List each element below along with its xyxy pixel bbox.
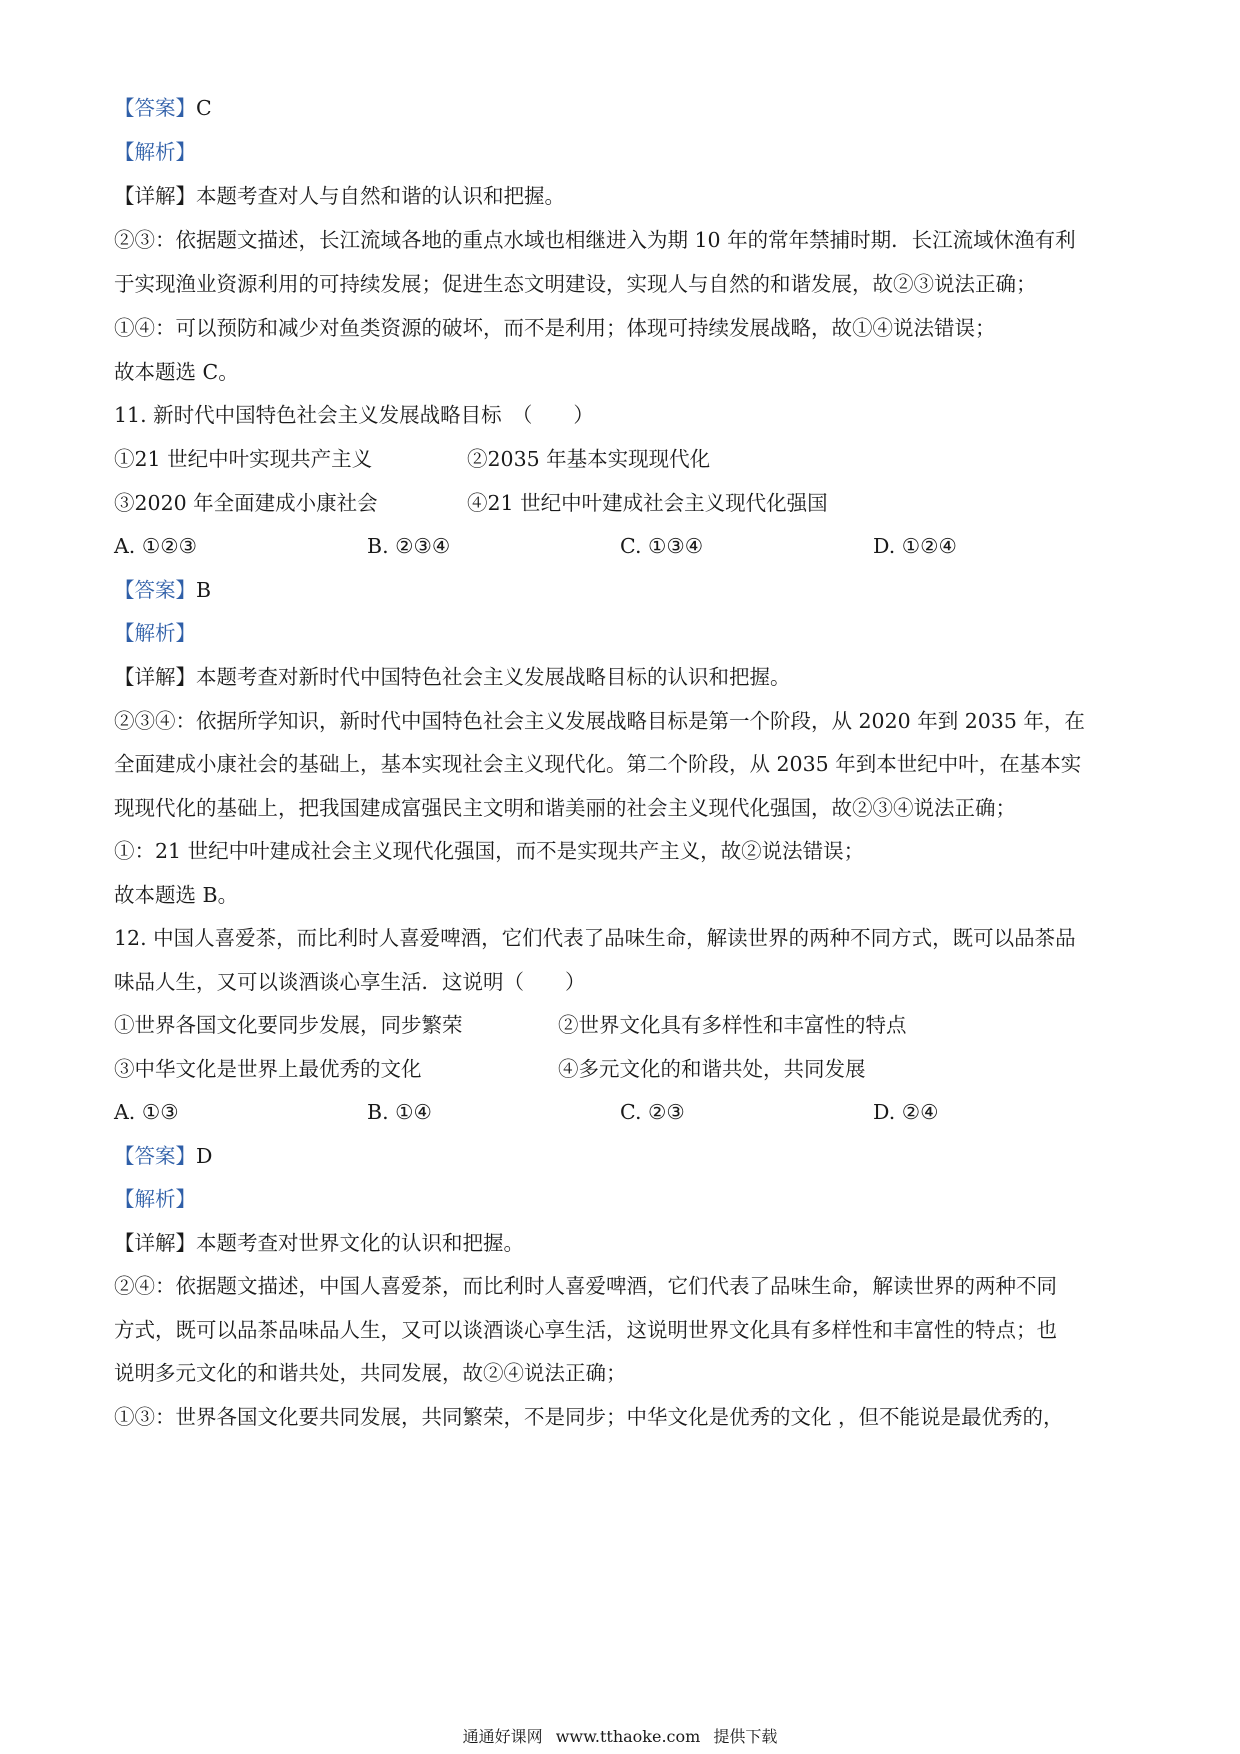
footer-site-name: 通通好课网 bbox=[462, 1727, 543, 1746]
answer-tag: 【答案】 bbox=[114, 96, 196, 120]
choice-c: C. ②③ bbox=[620, 1100, 685, 1124]
explanation-paragraph: ②④：依据题文描述，中国人喜爱茶，而比利时人喜爱啤酒，它们代表了品味生命，解读世界的两种不同 bbox=[114, 1274, 1057, 1298]
explanation-paragraph: 说明多元文化的和谐共处，共同发展，故②④说法正确； bbox=[114, 1361, 627, 1385]
answer-tag: 【答案】 bbox=[114, 578, 196, 602]
explanation-paragraph: ①：21 世纪中叶建成社会主义现代化强国，而不是实现共产主义，故②说法错误； bbox=[114, 839, 865, 863]
detail-text: 本题考查对人与自然和谐的认识和把握。 bbox=[196, 184, 565, 208]
statement-item: ①21 世纪中叶实现共产主义 bbox=[114, 447, 373, 471]
detail-line bbox=[114, 1230, 1134, 1256]
page-footer bbox=[0, 1726, 1240, 1748]
footer-suffix: 提供下载 bbox=[713, 1727, 778, 1746]
detail-line bbox=[114, 183, 1134, 209]
answer-tag: 【答案】 bbox=[114, 1144, 196, 1168]
answer-line bbox=[114, 1143, 1134, 1169]
answer-value: D bbox=[196, 1144, 213, 1168]
statement-item: ③中华文化是世界上最优秀的文化 bbox=[114, 1057, 422, 1081]
conclusion-line: 故本题选 C。 bbox=[114, 360, 239, 384]
choice-d: D. ①②④ bbox=[873, 534, 957, 558]
choice-a: A. ①③ bbox=[114, 1100, 179, 1124]
detail-tag: 【详解】 bbox=[114, 1231, 196, 1255]
explanation-paragraph: 于实现渔业资源利用的可持续发展；促进生态文明建设，实现人与自然的和谐发展，故②③说法正确； bbox=[114, 272, 1037, 296]
detail-line bbox=[114, 664, 1134, 690]
analysis-tag: 【解析】 bbox=[114, 140, 196, 164]
explanation-paragraph: 现现代化的基础上，把我国建成富强民主文明和谐美丽的社会主义现代化强国，故②③④说法正确； bbox=[114, 796, 1016, 820]
explanation-paragraph: ①③：世界各国文化要共同发展，共同繁荣，不是同步；中华文化是优秀的文化 ，但不能说是最优秀的， bbox=[114, 1405, 1064, 1429]
analysis-tag: 【解析】 bbox=[114, 1187, 196, 1211]
statement-item: ①世界各国文化要同步发展，同步繁荣 bbox=[114, 1013, 463, 1037]
explanation-paragraph: ①④：可以预防和减少对鱼类资源的破坏，而不是利用；体现可持续发展战略，故①④说法错误； bbox=[114, 316, 996, 340]
statement-item: ③2020 年全面建成小康社会 bbox=[114, 491, 378, 515]
detail-text: 本题考查对世界文化的认识和把握。 bbox=[196, 1231, 524, 1255]
choice-b: B. ②③④ bbox=[367, 534, 451, 558]
footer-url[interactable]: www.tthaoke.com bbox=[555, 1727, 701, 1746]
analysis-tag: 【解析】 bbox=[114, 621, 196, 645]
detail-text: 本题考查对新时代中国特色社会主义发展战略目标的认识和把握。 bbox=[196, 665, 791, 689]
statement-item: ④21 世纪中叶建成社会主义现代化强国 bbox=[467, 491, 828, 515]
detail-tag: 【详解】 bbox=[114, 665, 196, 689]
answer-value: C bbox=[196, 96, 212, 120]
statement-item: ②2035 年基本实现现代化 bbox=[467, 447, 711, 471]
explanation-paragraph: ②③：依据题文描述，长江流域各地的重点水域也相继进入为期 10 年的常年禁捕时期．长江流域休渔有利 bbox=[114, 228, 1076, 252]
choice-d: D. ②④ bbox=[873, 1100, 939, 1124]
detail-tag: 【详解】 bbox=[114, 184, 196, 208]
question-stem: 11. 新时代中国特色社会主义发展战略目标 （ ） bbox=[114, 403, 594, 427]
explanation-paragraph: 方式，既可以品茶品味品人生，又可以谈酒谈心享生活，这说明世界文化具有多样性和丰富性的特点；也 bbox=[114, 1318, 1057, 1342]
explanation-paragraph: 全面建成小康社会的基础上，基本实现社会主义现代化。第二个阶段，从 2035 年到本世纪中叶，在基本实 bbox=[114, 752, 1082, 776]
question-stem: 味品人生，又可以谈酒谈心享生活．这说明（ ） bbox=[114, 970, 586, 994]
answer-line bbox=[114, 577, 1134, 603]
choice-c: C. ①③④ bbox=[620, 534, 704, 558]
answer-line bbox=[114, 95, 1134, 121]
explanation-paragraph: ②③④：依据所学知识，新时代中国特色社会主义发展战略目标是第一个阶段，从 2020 年到 2035 年，在 bbox=[114, 709, 1085, 733]
question-stem: 12. 中国人喜爱茶，而比利时人喜爱啤酒，它们代表了品味生命，解读世界的两种不同方式，既可以品茶品 bbox=[114, 926, 1076, 950]
statement-item: ④多元文化的和谐共处，共同发展 bbox=[558, 1057, 866, 1081]
choice-a: A. ①②③ bbox=[114, 534, 197, 558]
conclusion-line: 故本题选 B。 bbox=[114, 883, 239, 907]
choice-b: B. ①④ bbox=[367, 1100, 432, 1124]
answer-value: B bbox=[196, 578, 212, 602]
statement-item: ②世界文化具有多样性和丰富性的特点 bbox=[558, 1013, 907, 1037]
